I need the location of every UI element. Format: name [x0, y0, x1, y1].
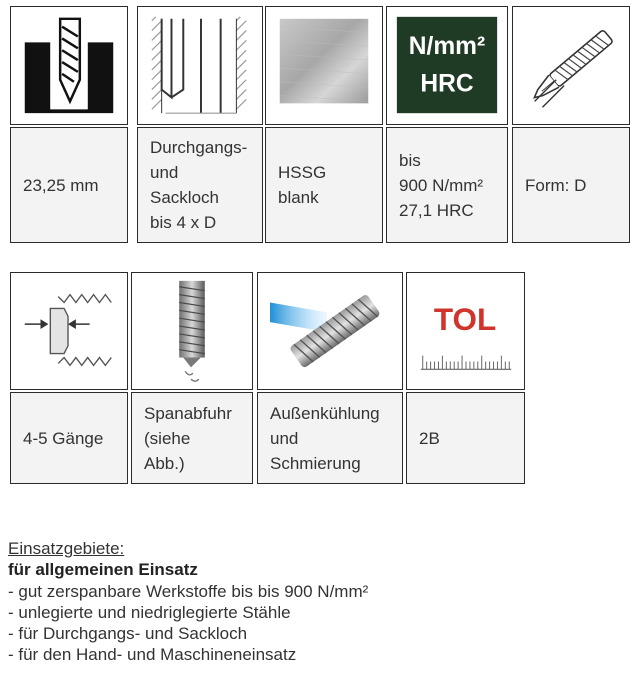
- chamfer-icon: [10, 272, 128, 390]
- hole-type-value: Durchgangs- und Sackloch bis 4 x D: [150, 138, 248, 232]
- strength-unit-label: N/mm²: [408, 33, 486, 61]
- diameter-value: 23,25 mm: [23, 175, 99, 195]
- material-value: HSSG blank: [278, 163, 327, 207]
- usage-section: [8, 538, 368, 666]
- usage-item: - unlegierte und niedriglegierte Stähle: [8, 602, 291, 622]
- form-value: Form: D: [525, 175, 587, 195]
- hole-type-cell: [137, 127, 263, 243]
- usage-item: - für Durchgangs- und Sackloch: [8, 624, 248, 644]
- diameter-cell: [10, 127, 128, 243]
- hardness-unit-label: HRC: [420, 70, 474, 98]
- tolerance-icon: [406, 272, 525, 390]
- cooling-icon: [257, 272, 403, 390]
- strength-icon: [386, 6, 508, 125]
- cooling-value: Außenkühlung und Schmierung: [270, 403, 380, 473]
- thread-count-cell: [10, 392, 128, 484]
- thread-count-value: 4-5 Gänge: [23, 428, 104, 448]
- usage-item: - für den Hand- und Maschineneinsatz: [8, 645, 297, 665]
- chip-removal-value: Spanabfuhr (siehe Abb.): [144, 403, 232, 473]
- chip-removal-icon: [131, 272, 253, 390]
- blind-hole-icon: [137, 6, 263, 125]
- tolerance-value: 2B: [419, 428, 440, 448]
- strength-cell: [386, 127, 508, 243]
- usage-item: - gut zerspanbare Werkstoffe bis bis 900 N/mm²: [8, 581, 369, 601]
- chip-removal-cell: [131, 392, 253, 484]
- strength-value: bis 900 N/mm² 27,1 HRC: [399, 150, 484, 220]
- cooling-cell: [257, 392, 403, 484]
- drill-diameter-icon: [10, 6, 128, 125]
- usage-heading: Einsatzgebiete:: [8, 539, 125, 558]
- tap-form-icon: [512, 6, 630, 125]
- tolerance-label: TOL: [433, 302, 497, 338]
- usage-subheading: für allgemeinen Einsatz: [8, 560, 198, 580]
- form-cell: [512, 127, 630, 243]
- material-surface-icon: [265, 6, 383, 125]
- tolerance-cell: [406, 392, 525, 484]
- material-cell: [265, 127, 383, 243]
